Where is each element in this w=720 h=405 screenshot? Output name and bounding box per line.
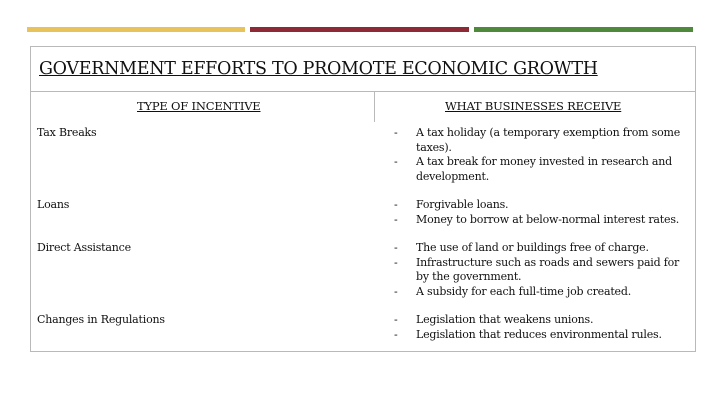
bullet-dash: - [394, 327, 398, 341]
bullet-dash: - [394, 198, 398, 211]
header-row [31, 92, 695, 122]
receive-column-header: WHAT BUSINESSES RECEIVE [445, 99, 622, 113]
incentive-label: Direct Assistance [37, 241, 131, 254]
incentive-label: Tax Breaks [37, 126, 97, 139]
bullet-dash: - [394, 241, 398, 254]
benefit-text: A tax holiday (a temporary exemption from some taxes). [416, 126, 681, 154]
list-item [386, 213, 686, 228]
table-row [31, 309, 695, 349]
bullet-dash: - [394, 126, 398, 139]
benefit-text: Legislation that weakens unions. [416, 313, 594, 326]
bullet-dash: - [394, 313, 398, 326]
benefit-text: Forgivable loans. [416, 198, 509, 211]
bullet-dash: - [394, 284, 398, 298]
list-item [386, 198, 686, 213]
incentives-table [30, 46, 696, 352]
accent-bar-maroon [250, 27, 469, 32]
list-item [386, 241, 686, 256]
table-row [31, 122, 695, 194]
benefit-text: A tax break for money invested in research and development. [416, 155, 672, 183]
bullet-dash: - [394, 255, 398, 269]
benefit-list [386, 126, 686, 184]
bullet-dash: - [394, 212, 398, 226]
bullet-dash: - [394, 155, 398, 168]
accent-bar-green [474, 27, 693, 32]
title-row [31, 47, 695, 92]
slide-title: GOVERNMENT EFFORTS TO PROMOTE ECONOMIC GROWTH [39, 59, 598, 79]
accent-bar-gold [27, 27, 245, 32]
list-item [386, 126, 686, 155]
list-item [386, 313, 686, 328]
benefit-list [386, 313, 686, 342]
benefit-text: Infrastructure such as roads and sewers paid for by the government. [416, 255, 680, 283]
list-item [386, 256, 686, 285]
incentive-label: Loans [37, 198, 70, 211]
column-divider [374, 92, 375, 122]
benefit-list [386, 241, 686, 299]
incentive-column-header: TYPE OF INCENTIVE [137, 99, 261, 113]
list-item [386, 155, 686, 184]
benefit-text: A subsidy for each full-time job created. [416, 284, 631, 298]
benefit-list [386, 198, 686, 227]
benefit-text: Legislation that reduces environmental rules. [416, 327, 662, 341]
table-row [31, 237, 695, 309]
incentive-label: Changes in Regulations [37, 313, 165, 326]
benefit-text: Money to borrow at below-normal interest rates. [416, 212, 680, 226]
table-row [31, 194, 695, 237]
list-item [386, 285, 686, 300]
benefit-text: The use of land or buildings free of charge. [416, 241, 649, 254]
list-item [386, 328, 686, 343]
